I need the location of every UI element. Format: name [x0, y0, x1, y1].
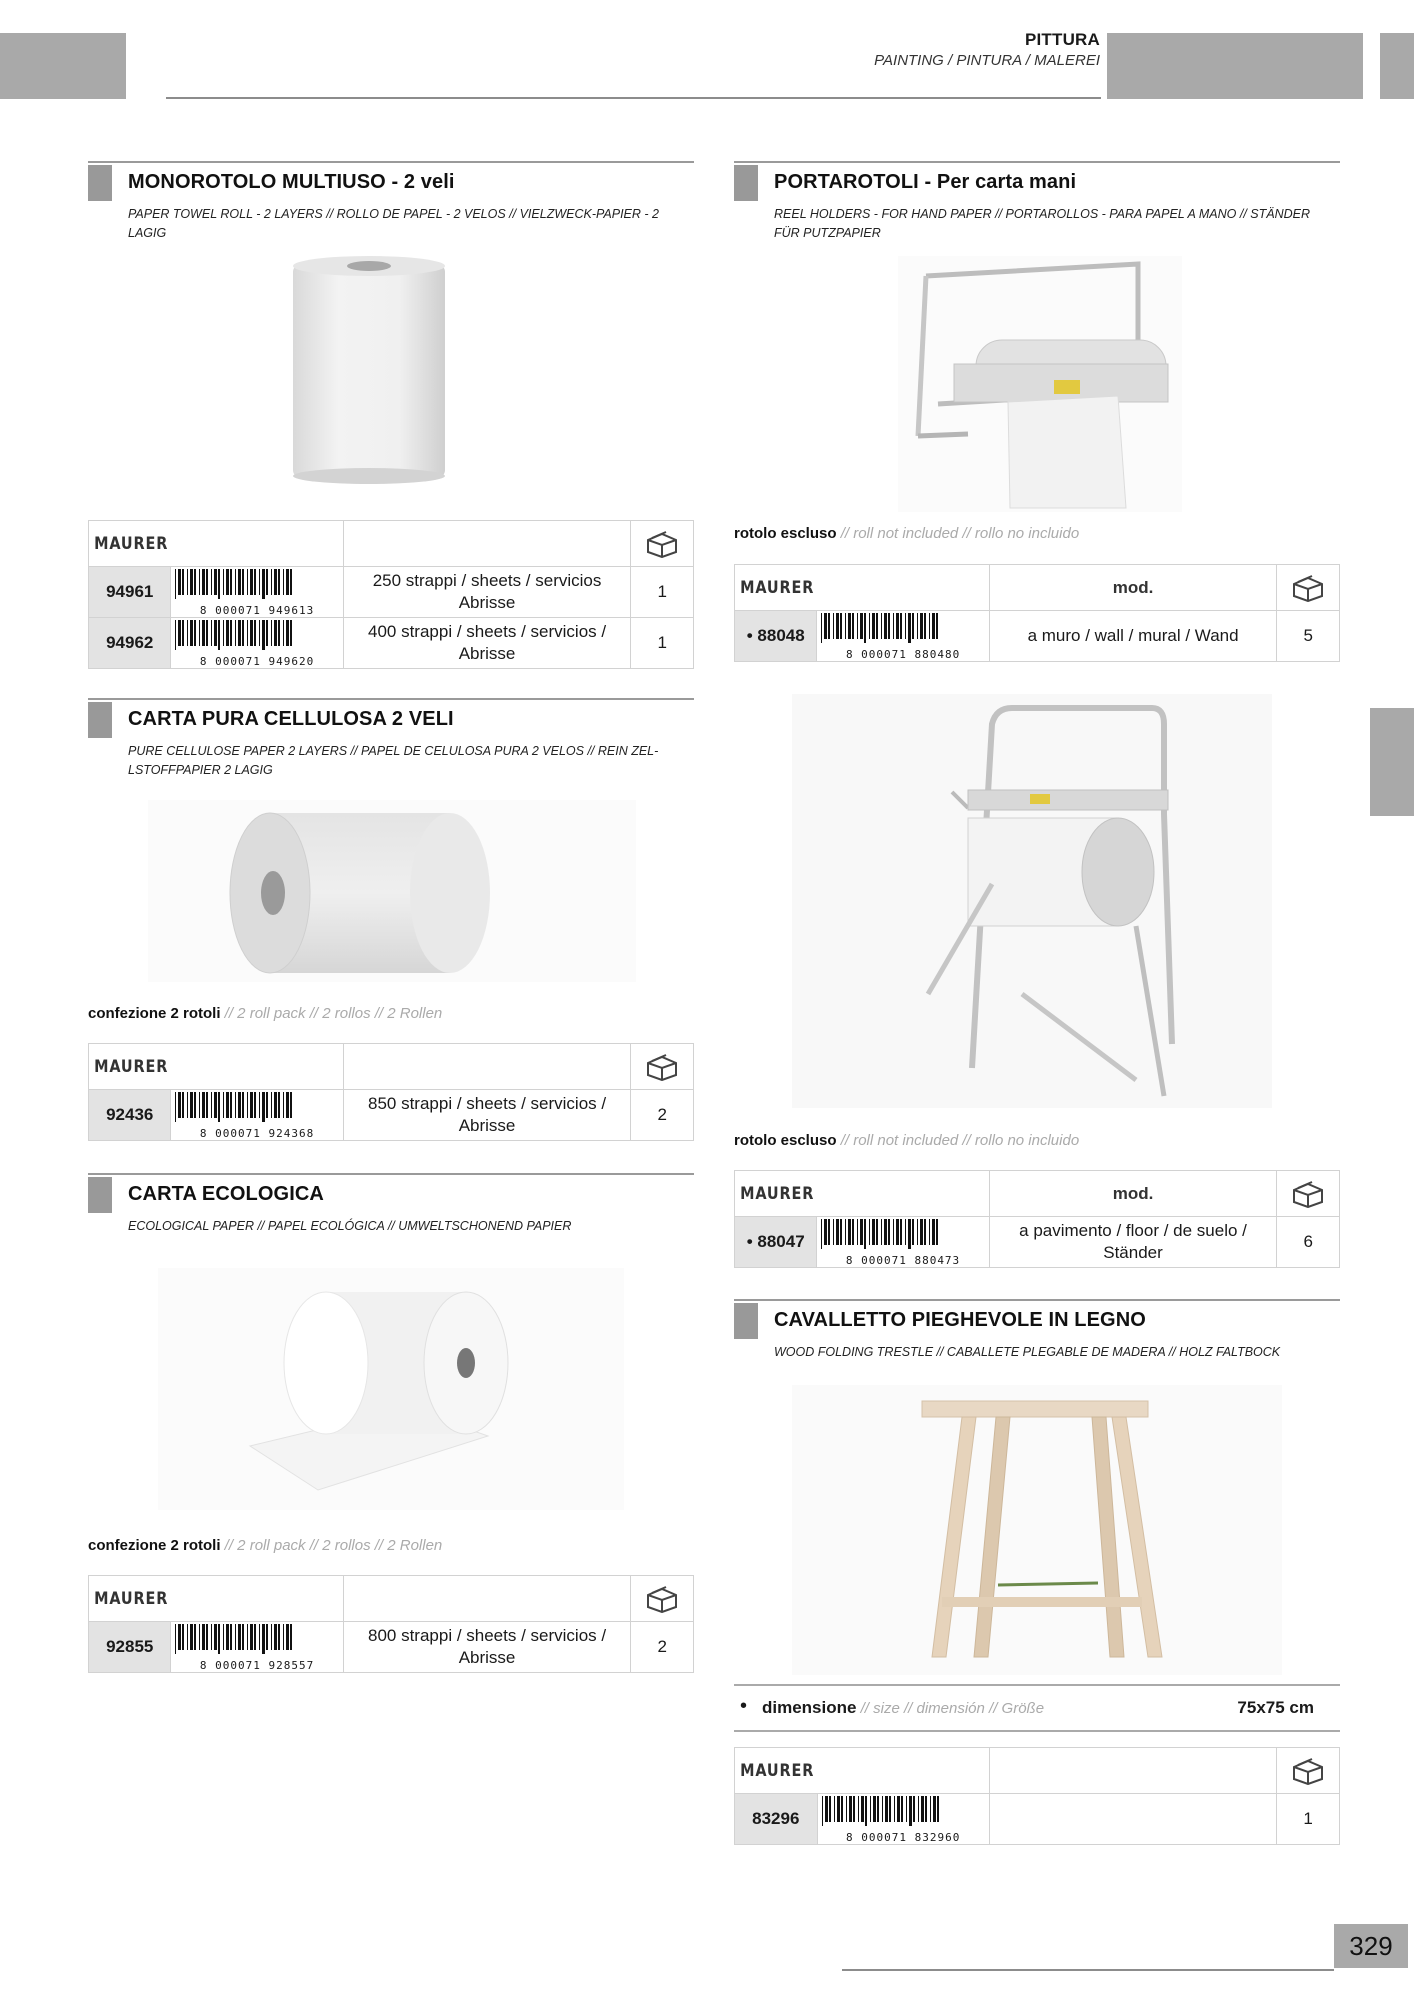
- product-description: 850 strappi / sheets / servicios / Abrisse: [343, 1090, 631, 1141]
- barcode-digits: 8 000071 880473: [845, 1254, 961, 1267]
- section-subtitle: ECOLOGICAL PAPER // PAPEL ECOLÓGICA // UMWELTSCHONEND PAPIER: [128, 1219, 572, 1233]
- product-code: • 88048: [735, 611, 817, 662]
- product-description: 800 strappi / sheets / servicios / Abrisse: [343, 1622, 631, 1673]
- product-code: 83296: [735, 1794, 818, 1845]
- maurer-logo: MAURER: [94, 1588, 169, 1609]
- section-title: PORTAROTOLI - Per carta mani: [774, 171, 1077, 193]
- category-title: PITTURA: [1024, 30, 1100, 49]
- section-subtitle: PAPER TOWEL ROLL - 2 LAYERS // ROLLO DE PAPEL - 2 VELOS // VIELZWECK-PAPIER - 2 LAGIG: [128, 207, 659, 240]
- table-row: [735, 1794, 1340, 1845]
- pack-quantity: 5: [1277, 611, 1340, 662]
- product-description: 250 strappi / sheets / servicios Abrisse: [343, 567, 631, 618]
- maurer-logo: MAURER: [740, 1183, 815, 1204]
- category-subtitle: PAINTING / PINTURA / MALEREI: [874, 52, 1100, 69]
- barcode-digits: 8 000071 880480: [845, 648, 961, 661]
- table-row: [735, 1217, 1340, 1268]
- floor-reel-holder-image: [792, 694, 1272, 1108]
- section-subtitle: WOOD FOLDING TRESTLE // CABALLETE PLEGABLE DE MADERA // HOLZ FALTBOCK: [774, 1345, 1281, 1359]
- barcode-graphic: [817, 1217, 943, 1253]
- barcode-graphic: [171, 618, 297, 654]
- product-description: a pavimento / floor / de suelo / Ständer: [989, 1217, 1277, 1268]
- pack-note-label: confezione 2 rotoli: [88, 1005, 221, 1022]
- dimension-label-text: dimensione: [762, 1698, 857, 1717]
- barcode-graphic: [817, 611, 943, 647]
- product-description: [989, 1794, 1276, 1845]
- section-title: CAVALLETTO PIEGHEVOLE IN LEGNO: [774, 1309, 1146, 1331]
- pack-note-translation: // 2 roll pack // 2 rollos // 2 Rollen: [220, 1005, 443, 1022]
- section-rule: [88, 698, 694, 700]
- barcode-digits: 8 000071 949613: [199, 604, 315, 617]
- section-marker: [88, 165, 112, 201]
- paper-towel-roll-image: [268, 248, 478, 494]
- box-icon: [644, 530, 680, 558]
- section-rule: [88, 1173, 694, 1175]
- footer-rule: [842, 1969, 1334, 1971]
- box-icon: [644, 1585, 680, 1613]
- product-description: 400 strappi / sheets / servicios / Abrisse: [343, 618, 631, 669]
- pack-note-translation: // 2 roll pack // 2 rollos // 2 Rollen: [220, 1537, 443, 1554]
- model-header: mod.: [989, 1171, 1277, 1217]
- model-header: mod.: [989, 565, 1277, 611]
- dimension-value: 75x75 cm: [1237, 1698, 1314, 1717]
- section-marker: [88, 702, 112, 738]
- header-right-block: [1107, 33, 1363, 99]
- product-table-trestle: [734, 1747, 1340, 1845]
- pack-quantity: 6: [1277, 1217, 1340, 1268]
- pack-note: [88, 1005, 442, 1022]
- barcode: [171, 618, 343, 669]
- barcode-graphic: [818, 1794, 944, 1830]
- maurer-logo: MAURER: [94, 1056, 169, 1077]
- pack-quantity: 1: [631, 618, 694, 669]
- product-description: a muro / wall / mural / Wand: [989, 611, 1277, 662]
- section-portarotoli: [734, 161, 1340, 251]
- category-heading: [874, 30, 1100, 69]
- section-rule: [734, 1299, 1340, 1301]
- barcode: [817, 1794, 989, 1845]
- header-rule: [166, 97, 1101, 99]
- product-table-wall-holder: [734, 564, 1340, 662]
- table-row: [89, 567, 694, 618]
- table-row: [89, 1622, 694, 1673]
- table-row: [89, 618, 694, 669]
- barcode-digits: 8 000071 924368: [199, 1127, 315, 1140]
- box-icon: [1290, 1757, 1326, 1785]
- roll-excluded-translation: // roll not included // rollo no incluido: [836, 1132, 1080, 1149]
- barcode-digits: 8 000071 928557: [199, 1659, 315, 1672]
- side-tab: [1370, 708, 1414, 816]
- pack-note-label: confezione 2 rotoli: [88, 1537, 221, 1554]
- product-table-cellulosa: [88, 1043, 694, 1141]
- roll-excluded-translation: // roll not included // rollo no incluido: [836, 525, 1080, 542]
- dimension-row: [734, 1684, 1340, 1732]
- dimension-translation: // size // dimensión // Größe: [856, 1700, 1045, 1717]
- section-marker: [88, 1177, 112, 1213]
- barcode-graphic: [171, 1622, 297, 1658]
- product-code: 94961: [89, 567, 171, 618]
- section-subtitle: REEL HOLDERS - FOR HAND PAPER // PORTAROLLOS - PARA PAPEL A MANO // STÄNDER FÜR PUTZPAPIER: [774, 207, 1311, 240]
- barcode-digits: 8 000071 832960: [846, 1831, 961, 1844]
- roll-excluded-label: rotolo escluso: [734, 1132, 837, 1149]
- pack-quantity: 2: [631, 1622, 694, 1673]
- barcode: [171, 1622, 343, 1673]
- wood-trestle-image: [792, 1385, 1282, 1675]
- maurer-logo: MAURER: [740, 577, 815, 598]
- product-code: 92436: [89, 1090, 171, 1141]
- section-marker: [734, 1303, 758, 1339]
- section-carta-ecologica: [88, 1173, 694, 1253]
- dimension-bullet: •: [740, 1695, 748, 1717]
- section-subtitle: PURE CELLULOSE PAPER 2 LAYERS // PAPEL DE CELULOSA PURA 2 VELOS // REIN ZEL-LSTOFFPAPIER 2 LAGIG: [128, 744, 659, 777]
- section-rule: [734, 161, 1340, 163]
- barcode-digits: 8 000071 949620: [199, 655, 315, 668]
- section-title: CARTA PURA CELLULOSA 2 VELI: [128, 708, 454, 730]
- roll-excluded-label: rotolo escluso: [734, 525, 837, 542]
- box-icon: [644, 1053, 680, 1081]
- maurer-logo: MAURER: [740, 1760, 815, 1781]
- header-left-block: [0, 33, 126, 99]
- table-row: [735, 611, 1340, 662]
- section-title: MONOROTOLO MULTIUSO - 2 veli: [128, 171, 455, 193]
- barcode: [171, 567, 343, 618]
- section-rule: [88, 161, 694, 163]
- maurer-logo: MAURER: [94, 533, 169, 554]
- page-number: 329: [1334, 1924, 1408, 1968]
- product-code: 94962: [89, 618, 171, 669]
- barcode-graphic: [171, 567, 297, 603]
- box-icon: [1290, 1180, 1326, 1208]
- product-code: 92855: [89, 1622, 171, 1673]
- product-table-monorotolo: [88, 520, 694, 669]
- section-carta-pura-cellulosa: [88, 698, 694, 798]
- pack-quantity: 2: [631, 1090, 694, 1141]
- product-table-floor-holder: [734, 1170, 1340, 1268]
- pack-note: [88, 1537, 442, 1554]
- pack-quantity: 1: [1277, 1794, 1340, 1845]
- section-cavalletto: [734, 1299, 1340, 1379]
- section-marker: [734, 165, 758, 201]
- section-title: CARTA ECOLOGICA: [128, 1183, 324, 1205]
- barcode-graphic: [171, 1090, 297, 1126]
- barcode: [817, 1217, 989, 1268]
- roll-excluded-note: [734, 525, 1079, 542]
- cellulose-roll-image: [148, 800, 636, 982]
- product-table-ecologica: [88, 1575, 694, 1673]
- pack-quantity: 1: [631, 567, 694, 618]
- barcode: [817, 611, 989, 662]
- wall-reel-holder-image: [898, 256, 1182, 512]
- dimension-label: [762, 1698, 1044, 1718]
- barcode: [171, 1090, 343, 1141]
- product-code: • 88047: [735, 1217, 817, 1268]
- ecological-roll-image: [158, 1268, 624, 1510]
- roll-excluded-note: [734, 1132, 1079, 1149]
- header-edge-block: [1380, 33, 1414, 99]
- box-icon: [1290, 574, 1326, 602]
- table-row: [89, 1090, 694, 1141]
